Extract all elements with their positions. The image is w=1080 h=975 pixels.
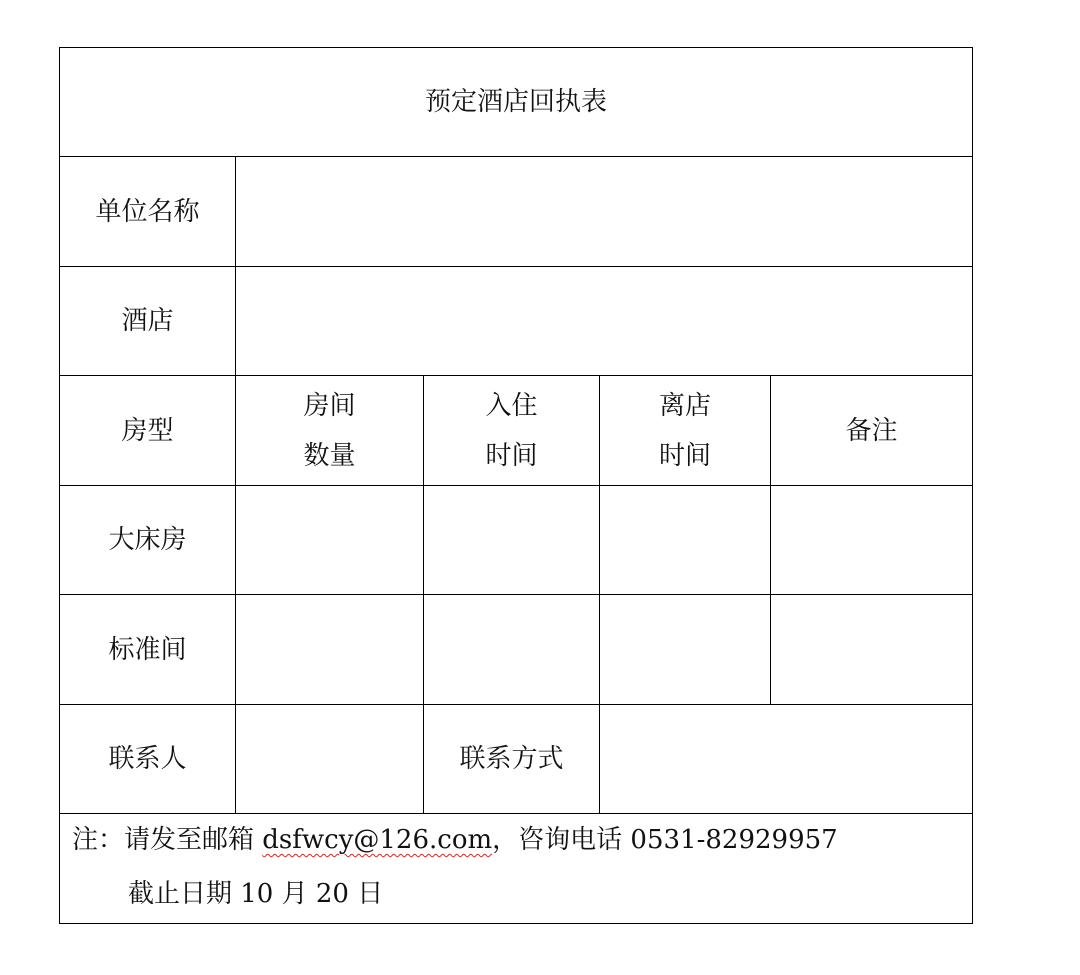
header-checkout-line2: 时间 [658,440,711,471]
header-checkin-line1: 入住 [485,390,538,421]
standard-quantity-cell[interactable] [236,595,424,705]
king-quantity-cell[interactable] [236,486,424,595]
form-title: 预定酒店回执表 [60,48,972,157]
room-type-standard: 标准间 [60,595,236,705]
king-remarks-cell[interactable] [771,486,972,595]
contact-method-cell[interactable] [600,705,972,814]
room-type-king: 大床房 [60,486,236,595]
header-remarks: 备注 [771,376,972,486]
contact-person-label: 联系人 [60,705,236,814]
standard-checkout-cell[interactable] [600,595,771,705]
form-note [60,814,972,923]
note-line-1 [72,827,972,853]
header-checkout-line1: 离店 [658,390,711,421]
header-room-quantity-line1: 房间 [303,390,356,421]
note-email: dsfwcy@126.com [262,825,493,855]
hotel-booking-form [59,47,973,924]
note-deadline: 截止日期 10 月 20 日 [128,879,384,909]
header-checkin-time [424,376,600,486]
note-prefix: 注：请发至邮箱 [72,825,263,855]
standard-remarks-cell[interactable] [771,595,972,705]
contact-person-cell[interactable] [236,705,424,814]
header-room-quantity [236,376,424,486]
hotel-input-cell[interactable] [236,267,972,376]
unit-input-cell[interactable] [236,157,972,267]
king-checkout-cell[interactable] [600,486,771,595]
unit-label: 单位名称 [60,157,236,267]
header-room-quantity-line2: 数量 [303,440,356,471]
note-phone: ，咨询电话 0531-82929957 [492,825,838,855]
hotel-label: 酒店 [60,267,236,376]
standard-checkin-cell[interactable] [424,595,600,705]
king-checkin-cell[interactable] [424,486,600,595]
room-type-label: 房型 [60,376,236,486]
contact-method-label: 联系方式 [424,705,600,814]
header-checkin-line2: 时间 [485,440,538,471]
header-checkout-time [600,376,771,486]
